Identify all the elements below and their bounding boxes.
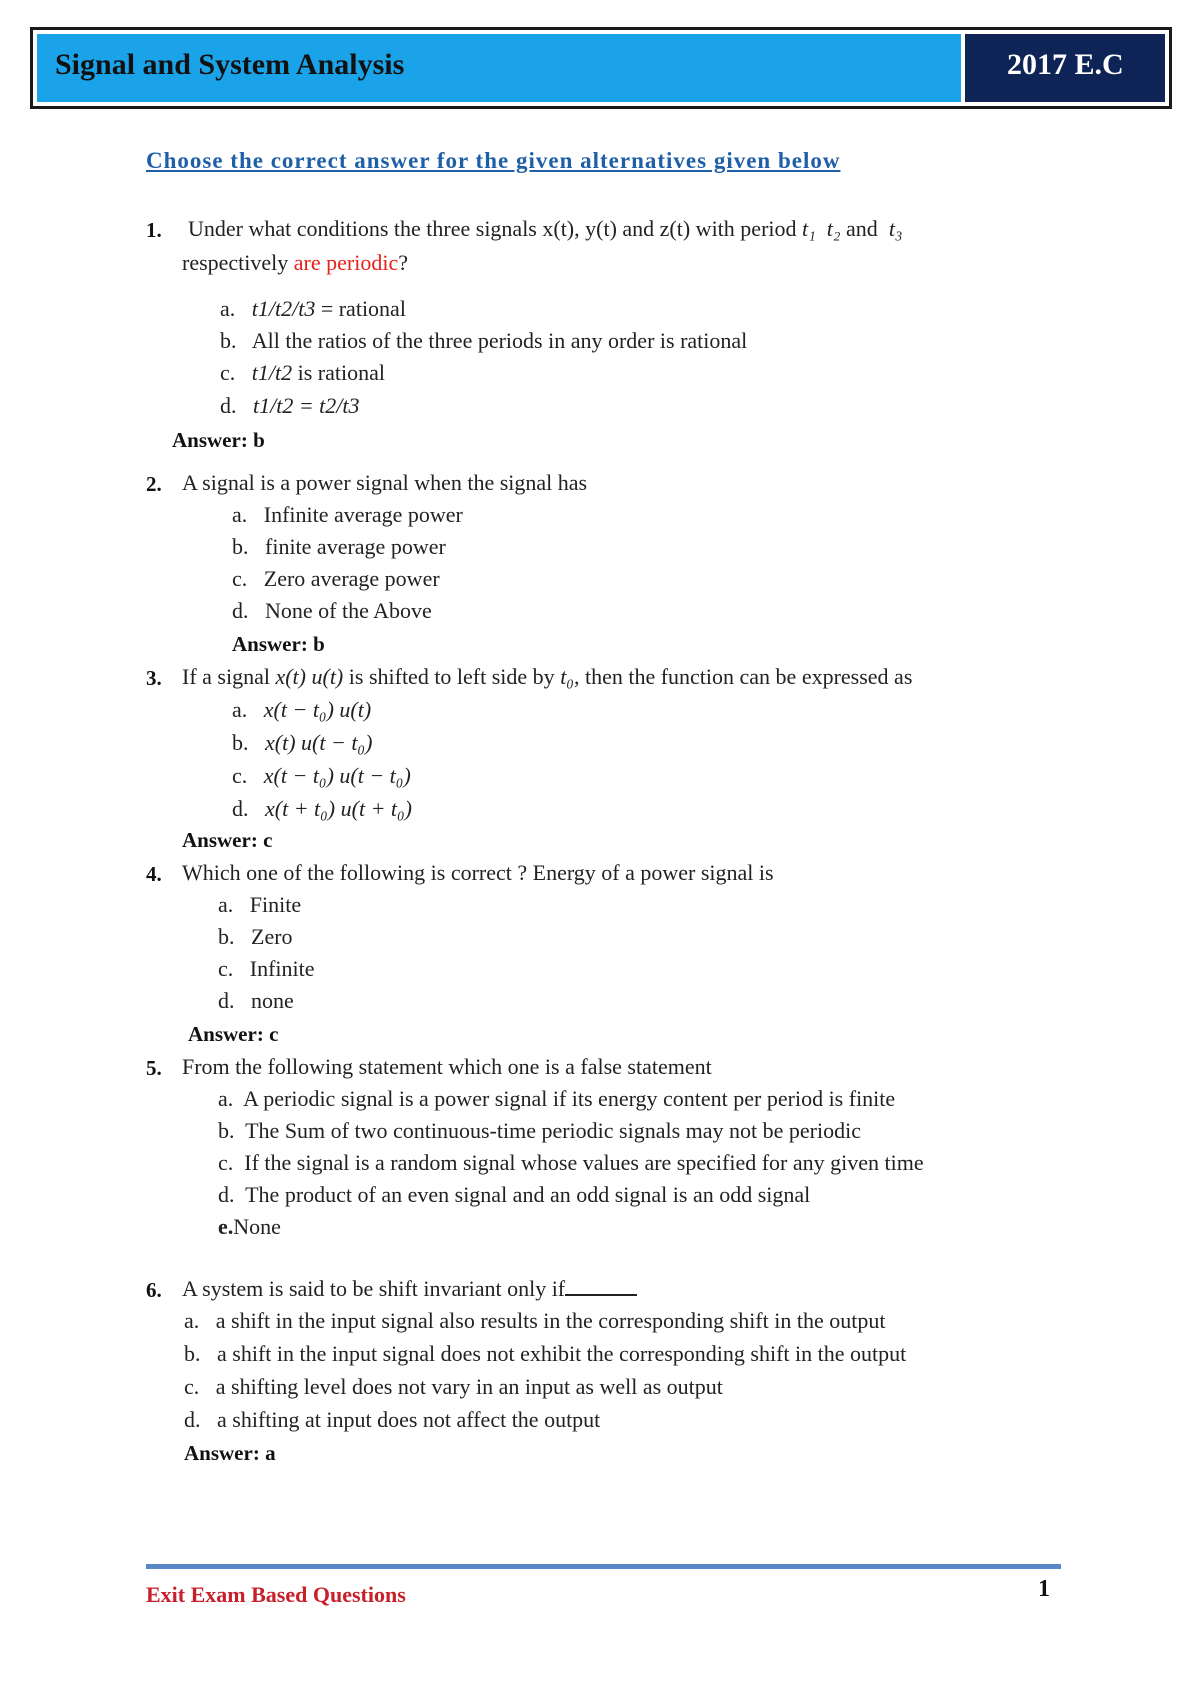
option-letter: a. <box>220 296 236 321</box>
question-5-option-a <box>218 1086 895 1112</box>
option-letter: d. <box>232 796 249 821</box>
question-4-answer: Answer: c <box>188 1022 279 1046</box>
option-text: Infinite average power <box>263 502 463 527</box>
question-1-and: and <box>846 216 878 241</box>
option-text: is rational <box>292 360 385 385</box>
question-6-option-d <box>184 1407 600 1433</box>
option-math: x(t) u(t − t₀) <box>265 730 373 755</box>
page-header <box>30 27 1172 109</box>
header-title-panel <box>37 34 963 102</box>
question-6-answer: Answer: a <box>184 1441 276 1465</box>
option-text: The product of an even signal and an odd signal is an odd signal <box>245 1182 811 1207</box>
question-3-stem-c: , then the function can be expressed as <box>573 664 913 689</box>
option-letter: c. <box>218 1150 234 1175</box>
option-letter: a. <box>232 502 248 527</box>
option-text: Infinite <box>249 956 315 981</box>
option-text: none <box>251 988 294 1013</box>
option-letter: d. <box>220 393 237 418</box>
question-1-stem-respectively: respectively <box>182 250 289 275</box>
option-letter: d. <box>184 1407 201 1432</box>
question-3-option-d <box>232 796 412 822</box>
option-letter: b. <box>220 328 237 353</box>
option-letter: e. <box>218 1214 234 1239</box>
question-5-stem: From the following statement which one is a false statement <box>182 1054 712 1079</box>
option-letter: c. <box>220 360 236 385</box>
question-1-stem-line2 <box>182 250 408 276</box>
option-math: x(t − t₀) u(t − t₀) <box>263 763 411 788</box>
question-4-option-b <box>218 924 293 950</box>
option-letter: b. <box>232 730 249 755</box>
question-3-stem-a: If a signal <box>182 664 270 689</box>
option-letter: a. <box>218 1086 234 1111</box>
question-1-option-a <box>220 296 406 322</box>
question-4-number: 4. <box>146 862 162 886</box>
question-1-option-c <box>220 360 385 386</box>
option-text: Finite <box>249 892 302 917</box>
option-text: A periodic signal is a power signal if its energy content per period is finite <box>243 1086 896 1111</box>
question-3-answer: Answer: c <box>182 828 273 852</box>
option-text: The Sum of two continuous-time periodic signals may not be periodic <box>245 1118 861 1143</box>
question-4-option-a <box>218 892 301 918</box>
option-text: None of the Above <box>265 598 432 623</box>
question-1-option-d <box>220 393 360 419</box>
question-2-number: 2. <box>146 472 162 496</box>
question-6-number: 6. <box>146 1278 162 1302</box>
option-text: a shifting at input does not affect the output <box>217 1407 601 1432</box>
option-text: a shift in the input signal also results in the corresponding shift in the output <box>215 1308 886 1333</box>
question-3-option-b <box>232 730 372 756</box>
question-5-option-b <box>218 1118 861 1144</box>
header-year-panel <box>965 34 1165 102</box>
option-letter: b. <box>218 924 235 949</box>
question-2-answer: Answer: b <box>232 632 325 656</box>
answer-blank <box>565 1290 637 1296</box>
question-2-option-c <box>232 566 440 592</box>
question-2-option-b <box>232 534 446 560</box>
option-math: t1/t2 <box>251 360 293 385</box>
option-letter: a. <box>218 892 234 917</box>
option-text: finite average power <box>265 534 446 559</box>
option-text: Zero <box>251 924 293 949</box>
question-3-stem <box>182 664 912 690</box>
option-letter: d. <box>218 988 235 1013</box>
option-text: = rational <box>315 296 406 321</box>
question-3-option-a <box>232 697 371 723</box>
question-3-option-c <box>232 763 411 789</box>
question-1-stem-line1 <box>188 216 903 242</box>
option-letter: a. <box>184 1308 200 1333</box>
option-text: a shift in the input signal does not exhibit the corresponding shift in the output <box>217 1341 907 1366</box>
question-2-stem: A signal is a power signal when the signal has <box>182 470 588 495</box>
option-math: t1/t2 = t2/t3 <box>253 393 360 418</box>
question-1-stem-text: Under what conditions the three signals x(t), y(t) and z(t) with period <box>188 216 797 241</box>
question-6-option-c <box>184 1374 723 1400</box>
option-math: x(t + t₀) u(t + t₀) <box>265 796 413 821</box>
option-text: If the signal is a random signal whose values are specified for any given time <box>244 1150 924 1175</box>
option-letter: a. <box>232 697 248 722</box>
footer-divider <box>146 1564 1061 1569</box>
document-year: 2017 E.C <box>1007 48 1124 81</box>
question-1-stem-qmark: ? <box>398 250 408 275</box>
option-text: a shifting level does not vary in an input as well as output <box>215 1374 723 1399</box>
question-1-period-t3: t₃ <box>888 216 903 241</box>
question-6-option-a <box>184 1308 885 1334</box>
question-6-option-b <box>184 1341 906 1367</box>
question-4-option-c <box>218 956 315 982</box>
question-6-stem <box>182 1276 637 1302</box>
question-3-stem-math2: t₀ <box>560 664 574 689</box>
option-letter: d. <box>218 1182 235 1207</box>
option-letter: c. <box>184 1374 200 1399</box>
question-2-option-a <box>232 502 463 528</box>
option-letter: d. <box>232 598 249 623</box>
question-3-stem-math1: x(t) u(t) <box>275 664 344 689</box>
option-text: None <box>233 1214 281 1239</box>
question-1-period-t1: t₁ <box>802 216 816 241</box>
question-5-option-c <box>218 1150 924 1176</box>
question-1-answer: Answer: b <box>172 428 265 452</box>
option-letter: b. <box>232 534 249 559</box>
option-text: Zero average power <box>263 566 440 591</box>
question-5-option-e <box>218 1214 281 1240</box>
question-5-option-d <box>218 1182 810 1208</box>
question-1-number: 1. <box>146 218 162 242</box>
question-5-number: 5. <box>146 1056 162 1080</box>
footer-label: Exit Exam Based Questions <box>146 1582 406 1607</box>
question-4-stem: Which one of the following is correct ? Energy of a power signal is <box>182 860 774 885</box>
option-math: t1/t2/t3 <box>251 296 316 321</box>
question-2-option-d <box>232 598 432 624</box>
question-3-number: 3. <box>146 666 162 690</box>
question-1-period-t2: t₂ <box>826 216 841 241</box>
question-4-option-d <box>218 988 294 1014</box>
document-title: Signal and System Analysis <box>55 48 405 81</box>
instruction-heading: Choose the correct answer for the given alternatives given below <box>146 148 841 173</box>
option-letter: c. <box>232 566 248 591</box>
option-math: x(t − t₀) u(t) <box>263 697 372 722</box>
option-letter: b. <box>218 1118 235 1143</box>
option-letter: b. <box>184 1341 201 1366</box>
option-letter: c. <box>232 763 248 788</box>
question-1-stem-highlight: are periodic <box>293 250 399 275</box>
question-3-stem-b: is shifted to left side by <box>348 664 555 689</box>
option-text: All the ratios of the three periods in any order is rational <box>251 328 748 353</box>
question-6-stem-text: A system is said to be shift invariant only if <box>182 1276 566 1301</box>
page-number: 1 <box>1038 1576 1050 1602</box>
option-letter: c. <box>218 956 234 981</box>
question-1-option-b <box>220 328 747 354</box>
